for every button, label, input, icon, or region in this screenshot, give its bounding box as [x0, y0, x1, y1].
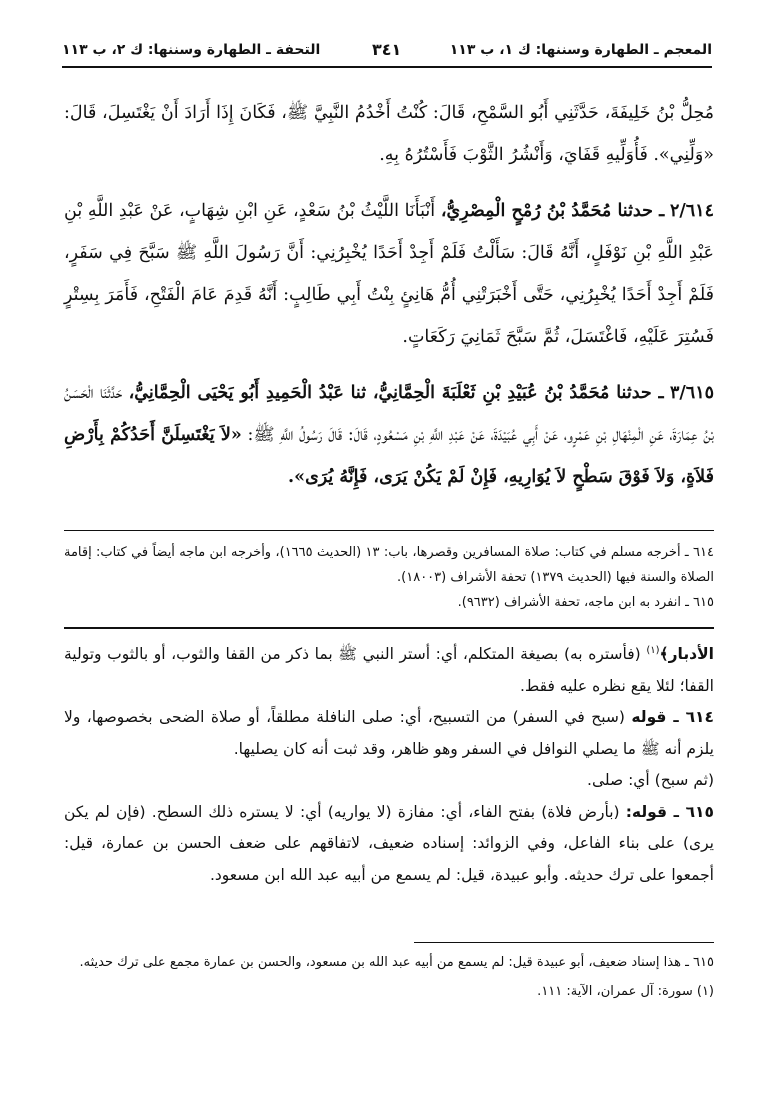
header-right: المعجم ـ الطهارة وسننها: ك ١، ب ١١٣: [449, 42, 712, 58]
takhrij-rule: [64, 530, 714, 531]
footnote-rule: [414, 942, 714, 943]
takhrij-614: ٦١٤ ـ أخرجه مسلم في كتاب: صلاة المسافرين وقصرها، باب: ١٣ (الحديث ١٦٦٥)، وأخرجه ابن ماجه أيضاً في كتاب: إقامة الصلاة والسنة فيها (الحديث ١٣٧٩) تحفة الأشراف (١٨٠٠٣).: [64, 545, 714, 585]
footnote-1: (١) سورة: آل عمران، الآية: ١١١.: [537, 984, 714, 999]
zawaid-615: ٦١٥ ـ هذا إسناد ضعيف، أبو عبيدة قيل: لم يسمع من أبيه عبد الله بن مسعود، والحسن بن عمارة مجمع على ترك حديثه.: [79, 955, 714, 970]
header-left: التحفة ـ الطهارة وسننها: ك ٢، ب ١١٣: [62, 42, 321, 58]
takhrij-615: ٦١٥ ـ انفرد به ابن ماجه، تحفة الأشراف (٩٦٣٢).: [457, 595, 714, 610]
footnote-ref: (١): [646, 645, 660, 656]
hadith-613-continuation: مُحِلُّ بْنُ خَلِيفَةَ، حَدَّثَنِي أَبُو السَّمْحِ، قَالَ: كُنْتُ أَخْدُمُ النَّبِيَّ ﷺ، فَكَانَ إِذَا أَرَادَ أَنْ يَغْتَسِلَ، قَالَ: «وَلِّنِي». فَأُوَلِّيهِ قَفَايَ، وَأَنْشُرُ الثَّوْبَ فَأَسْتُرُهُ بِهِ.: [64, 103, 714, 165]
commentary-615-lead: ٦١٥ ـ قوله:: [625, 802, 714, 821]
commentary-614-b: (ثم سبح) أي: صلى.: [587, 771, 714, 790]
commentary-section: [64, 635, 714, 891]
hadith-615-number: ٣/٦١٥: [670, 383, 714, 403]
page-number: ٣٤١: [372, 40, 402, 59]
commentary-614: ٦١٤ ـ قوله (سبح في السفر) من التسبيح، أي: صلى النافلة مطلقاً، أو صلاة الضحى بخصوصها، ولا يلزم أنه ﷺ ما يصلي النوافل في السفر وهو ظاهر، وقد ثبت أنه كان يصليها.: [64, 708, 714, 758]
hadith-614-isnad: حدثنا مُحَمَّدُ بْنُ رُمْحٍ الْمِصْرِيُّ،: [440, 201, 653, 221]
commentary-613: الأدبار﴾$^{(١)}$ (فأستره به) بصيغة المتكلم، أي: أستر النبي ﷺ بما ذكر من القفا والثوب، أو بالثوب وتولية القفا؛ لئلا يقع نظره عليه فقط.: [64, 645, 714, 695]
verse-ending: الأدبار﴾: [659, 645, 714, 664]
hadith-615-matn: «لاَ يَغْتَسِلَنَّ أَحَدُكُمْ بِأَرْضِ فَلاَةٍ، وَلاَ فَوْقَ سَطْحٍ لاَ يُوَارِيهِ، فَإِنْ لَمْ يَكُنْ يَرَى، فَإِنَّهُ يُرَى».: [64, 425, 714, 487]
takhrij-notes: [64, 540, 714, 615]
hadith-614: ٢/٦١٤ ـ حدثنا مُحَمَّدُ بْنُ رُمْحٍ الْمِصْرِيُّ، أَنْبَأَنَا اللَّيْثُ بْنُ سَعْدٍ، عَنِ ابْنِ شِهَابٍ، عَنْ عَبْدِ اللَّهِ بْنِ عَبْدِ اللَّهِ بْنِ نَوْفَلٍ، أَنَّهُ قَالَ: سَأَلْتُ فَلَمْ أَجِدْ أَحَدًا يُخْبِرُنِي: أَنَّ رَسُولَ اللَّهِ ﷺ سَبَّحَ فِي سَفَرٍ، فَلَمْ أَجِدْ أَحَدًا يُخْبِرُنِي، حَتَّى أَخْبَرَتْنِي أُمُّ هَانِئٍ بِنْتُ أَبِي طَالِبٍ: أَنَّهُ قَدِمَ عَامَ الْفَتْحِ، فَأَمَرَ بِسِتْرٍ فَسُتِرَ عَلَيْهِ، فَاغْتَسَلَ، ثُمَّ سَبَّحَ ثَمَانِيَ رَكَعَاتٍ.: [64, 201, 715, 347]
header-rule: [62, 66, 712, 68]
bottom-notes: [64, 950, 714, 1004]
hadith-614-number: ٢/٦١٤: [669, 201, 714, 221]
hadith-614-body: أَنْبَأَنَا اللَّيْثُ بْنُ سَعْدٍ، عَنِ ابْنِ شِهَابٍ، عَنْ عَبْدِ اللَّهِ بْنِ عَبْدِ اللَّهِ بْنِ نَوْفَلٍ، أَنَّهُ قَالَ: سَأَلْتُ فَلَمْ أَجِدْ أَحَدًا يُخْبِرُنِي: أَنَّ رَسُولَ اللَّهِ ﷺ سَبَّحَ فِي سَفَرٍ، فَلَمْ أَجِدْ أَحَدًا يُخْبِرُنِي، حَتَّى أَخْبَرَتْنِي أُمُّ هَانِئٍ بِنْتُ أَبِي طَالِبٍ: أَنَّهُ قَدِمَ عَامَ الْفَتْحِ، فَأَمَرَ بِسِتْرٍ فَسُتِرَ عَلَيْهِ، فَاغْتَسَلَ، ثُمَّ سَبَّحَ ثَمَانِيَ رَكَعَاتٍ.: [64, 201, 715, 347]
commentary-rule: [64, 627, 714, 629]
hadith-615: ٣/٦١٥ ـ حدثنا مُحَمَّدُ بْنُ عُبَيْدِ بْنِ ثَعْلَبَةَ الْحِمَّانِيُّ، ثنا عَبْدُ الْحَمِيدِ أَبُو يَحْيَى الْحِمَّانِيُّ، حَدَّثَنَا الْحَسَنُ بْنُ عِمَارَةَ، عَنِ الْمِنْهَالِ بْنِ عَمْرٍو، عَنْ أَبِي عُبَيْدَةَ، عَنْ عَبْدِ اللَّهِ بْنِ مَسْعُودٍ، قَالَ: قَالَ رَسُولُ اللَّهِ ﷺ: «لاَ يَغْتَسِلَنَّ أَحَدُكُمْ بِأَرْضِ فَلاَةٍ، وَلاَ فَوْقَ سَطْحٍ لاَ يُوَارِيهِ، فَإِنْ لَمْ يَكُنْ يَرَى، فَإِنَّهُ يُرَى».: [64, 383, 714, 487]
hadith-615-body: حَدَّثَنَا الْحَسَنُ بْنُ عِمَارَةَ، عَنِ الْمِنْهَالِ بْنِ عَمْرٍو، عَنْ أَبِي عُبَيْدَةَ، عَنْ عَبْدِ اللَّهِ بْنِ مَسْعُودٍ، قَالَ: قَالَ رَسُولُ اللَّهِ ﷺ:: [64, 383, 714, 445]
commentary-614-lead: ٦١٤ ـ قوله: [631, 708, 714, 727]
running-header: [62, 40, 712, 64]
hadith-615-isnad: حدثنا مُحَمَّدُ بْنُ عُبَيْدِ بْنِ ثَعْلَبَةَ الْحِمَّانِيُّ، ثنا عَبْدُ الْحَمِيدِ أَبُو يَحْيَى الْحِمَّانِيُّ،: [128, 383, 652, 403]
commentary-615: ٦١٥ ـ قوله: (بأرض فلاة) بفتح الفاء، أي: مفازة (لا يواريه) أي: لا يستره ذلك السطح. (فإن لم يكن يرى) على بناء الفاعل، وفي الزوائد: إسناده ضعيف، لاتفاقهم على ضعف الحسن بن عمارة، قيل: أجمعوا على ترك حديثه. وأبو عبيدة، قيل: لم يسمع من أبيه عبد الله ابن مسعود.: [64, 802, 714, 884]
hadith-section: [64, 92, 714, 512]
